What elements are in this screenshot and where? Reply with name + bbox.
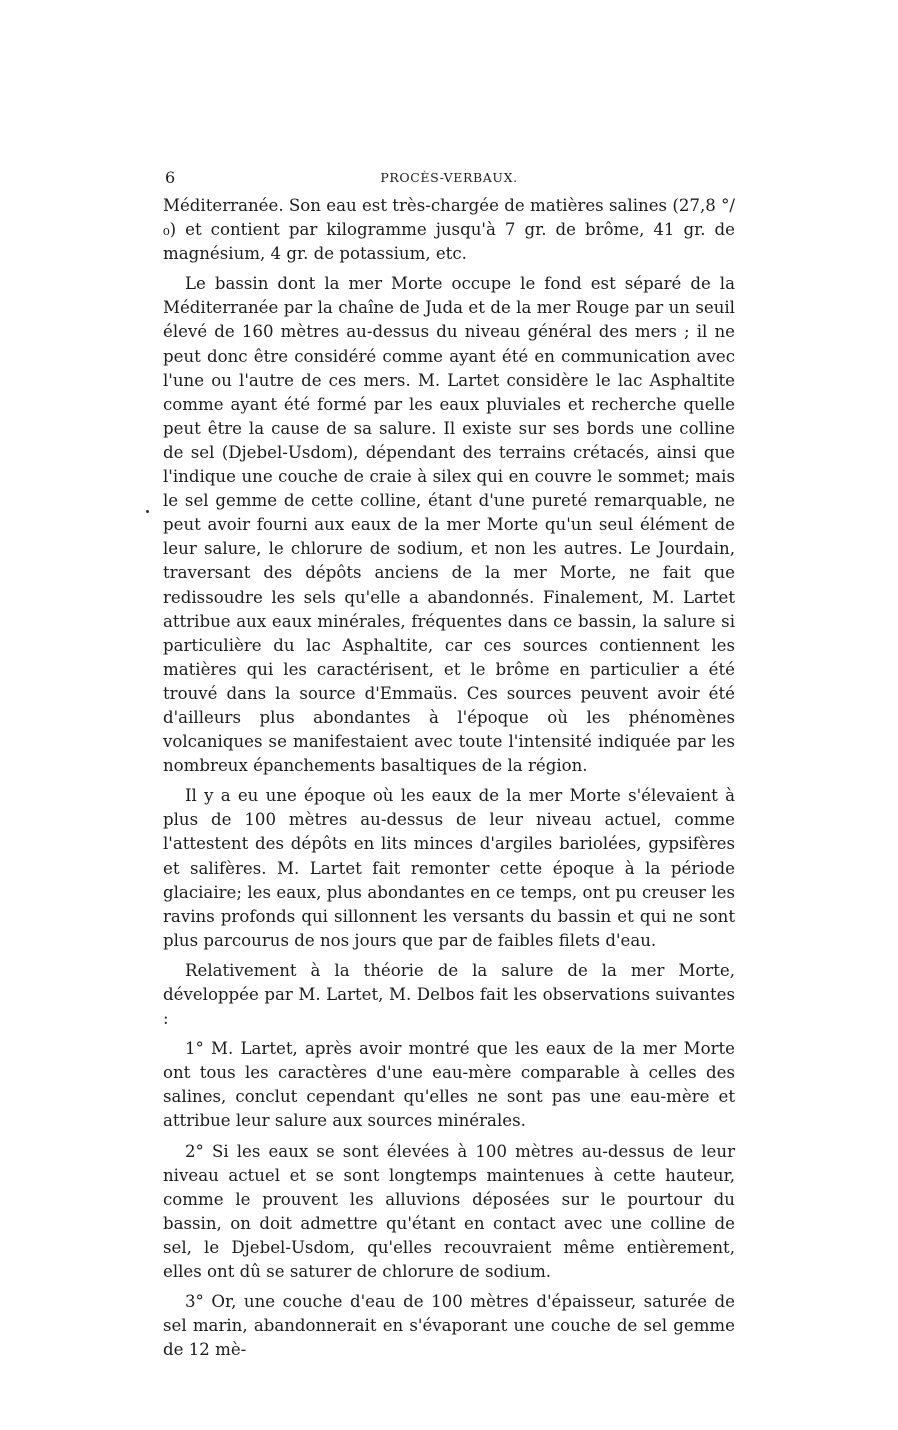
running-title: PROCÈS-VERBAUX. (380, 170, 518, 185)
page-header (163, 168, 735, 194)
paragraph-1: Méditerranée. Son eau est très-chargée de matières salines (27,8 °/₀) et contient par kilogramme jusqu'à 7 gr. de brôme, 41 gr. de magnésium, 4 gr. de potassium, etc. (163, 196, 735, 264)
paragraph-5: 1° M. Lartet, après avoir montré que les eaux de la mer Morte ont tous les caractères d'une eau-mère comparable à celles des salines, conclut cependant qu'elles ne sont pas une eau-mère et attribue leur salure aux sources minérales. (163, 1039, 735, 1131)
paragraph-7: 3° Or, une couche d'eau de 100 mètres d'épaisseur, saturée de sel marin, abandonnerait en s'évaporant une couche de sel gemme de 12 mè- (163, 1292, 735, 1360)
paragraph-4: Relativement à la théorie de la salure de la mer Morte, développée par M. Lartet, M. Delbos fait les observations suivantes : (163, 960, 735, 1029)
paragraph-3: Il y a eu une époque où les eaux de la mer Morte s'élevaient à plus de 100 mètres au-dessus de leur niveau actuel, comme l'attestent des dépôts en lits minces d'argiles bariolées, gypsifères et salifères. M. Lartet fait remonter cette époque à la période glaciaire; les eaux, plus abondantes en ce temps, ont pu creuser les ravins profonds qui sillonnent les versants du bassin et qui ne sont plus parcourus de nos jours que par de faibles filets d'eau. (163, 786, 735, 950)
paragraph-2: Le bassin dont la mer Morte occupe le fond est séparé de la Méditerranée par la chaîne de Juda et de la mer Rouge par un seuil élevé de 160 mètres au-dessus du niveau général des mers ; il ne peut donc être considéré comme ayant été en communication avec l'une ou l'autre de ces mers. M. Lartet considère le lac Asphaltite comme ayant été formé par les eaux pluviales et recherche quelle peut être la cause de sa salure. Il existe sur ses bords une colline de sel (Djebel-Usdom), dépendant des terrains crétacés, ainsi que l'indique une couche de craie à silex qui en couvre le sommet; mais le sel gemme de cette colline, étant d'une pureté remarquable, ne peut avoir fourni aux eaux de la mer Morte qu'un seul élément de leur salure, le chlorure de sodium, et non les autres. Le Jourdain, traversant des dépôts anciens de la mer Morte, ne fait que redissoudre les sels qu'elle a abandonnés. Finalement, M. Lartet attribue aux eaux minérales, fréquentes dans ce bassin, la salure si particulière du lac Asphaltite, car ces sources contiennent les matières qui les caractérisent, et le brôme en particulier a été trouvé dans la source d'Emmaüs. Ces sources peuvent avoir été d'ailleurs plus abondantes à l'époque où les phénomènes volcaniques se manifestaient avec toute l'intensité indiquée par les nombreux épanchements basaltiques de la région. (163, 274, 735, 776)
margin-speck (146, 510, 149, 513)
page-number: 6 (165, 168, 176, 187)
body-text (163, 194, 735, 1362)
page (163, 168, 735, 1368)
paragraph-6: 2° Si les eaux se sont élevées à 100 mètres au-dessus de leur niveau actuel et se sont longtemps maintenues à cette hauteur, comme le prouvent les alluvions déposées sur le pourtour du bassin, on doit admettre qu'étant en contact avec une colline de sel, le Djebel-Usdom, qu'elles recouvraient même entièrement, elles ont dû se saturer de chlorure de sodium. (163, 1141, 735, 1282)
